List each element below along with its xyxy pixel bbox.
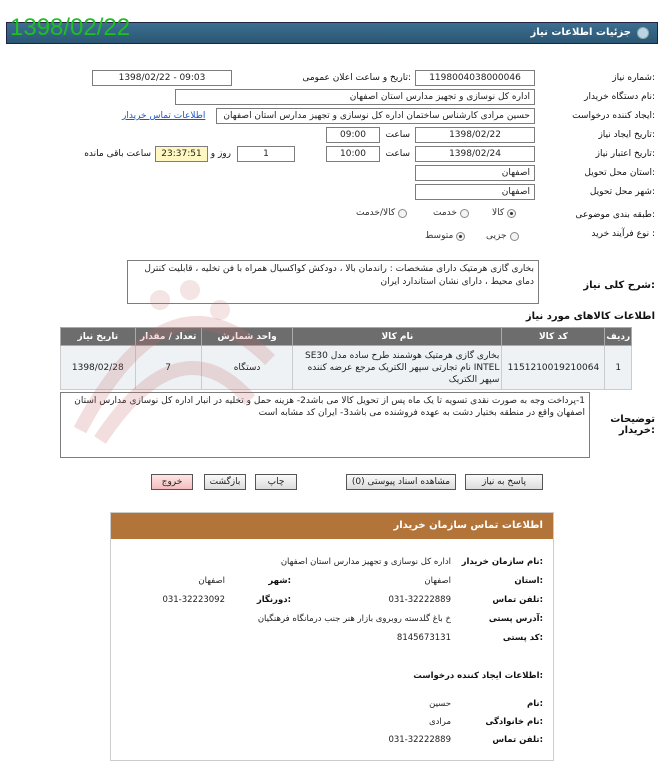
- days-remaining-field[interactable]: 1: [237, 146, 295, 162]
- validity-date-field[interactable]: 1398/02/24: [415, 146, 535, 162]
- fax-label-card: دورنگار:: [256, 595, 291, 605]
- col-name: نام کالا: [293, 328, 502, 346]
- announce-label: تاریخ و ساعت اعلان عمومی:: [302, 73, 411, 83]
- fax-value-card: 031-32223092: [162, 595, 225, 605]
- process-type-label: نوع فرآیند خرید :: [591, 229, 655, 239]
- radio-icon: [398, 209, 407, 218]
- buyer-contact-link[interactable]: اطلاعات تماس خریدار: [122, 111, 206, 121]
- back-button[interactable]: بازگشت: [204, 474, 246, 490]
- radio-icon: [460, 209, 469, 218]
- buyer-contact-card: [110, 512, 554, 761]
- creator-name-value: حسین: [429, 699, 451, 709]
- cell-date: 1398/02/28: [61, 346, 136, 390]
- province-field[interactable]: اصفهان: [415, 165, 535, 181]
- province-label: استان محل تحویل:: [584, 168, 655, 178]
- contact-card-title: اطلاعات تماس سازمان خریدار: [393, 520, 543, 531]
- creator-family-label: نام خانوادگی:: [485, 717, 543, 727]
- goods-section-title: اطلاعات کالاهای مورد نیاز: [525, 311, 655, 322]
- print-button[interactable]: چاپ: [255, 474, 297, 490]
- col-unit: واحد شمارش: [201, 328, 293, 346]
- process-radio-minor[interactable]: جزیی: [486, 231, 519, 241]
- table-row: [61, 346, 632, 390]
- process-radio-medium[interactable]: متوسط: [425, 231, 465, 241]
- city-label: شهر محل تحویل:: [589, 187, 655, 197]
- validity-date-label: تاریخ اعتبار نیاز:: [595, 149, 655, 159]
- phone-value-card: 031-32222889: [388, 595, 451, 605]
- address-label-card: آدرس پستی:: [488, 614, 543, 624]
- radio-selected-icon: [507, 209, 516, 218]
- create-date-label: تاریخ ایجاد نیاز:: [598, 130, 655, 140]
- announce-field[interactable]: 1398/02/22 - 09:03: [92, 70, 232, 86]
- goods-table: [60, 327, 632, 390]
- phone-label-card: تلفن تماس:: [492, 595, 543, 605]
- cell-unit: دستگاه: [201, 346, 293, 390]
- time-remaining-field[interactable]: 23:37:51: [155, 146, 208, 162]
- cell-row: 1: [605, 346, 632, 390]
- creator-phone-label: تلفن تماس:: [492, 735, 543, 745]
- overlay-date-stamp: 1398/02/22: [10, 14, 131, 41]
- creator-section-title: اطلاعات ایجاد کننده درخواست:: [413, 671, 543, 681]
- cell-qty: 7: [135, 346, 201, 390]
- buyer-label: نام دستگاه خریدار:: [584, 92, 655, 102]
- creator-label: ایجاد کننده درخواست:: [572, 111, 655, 121]
- creator-name-label: نام:: [526, 699, 543, 709]
- validity-time-field[interactable]: 10:00: [326, 146, 380, 162]
- need-number-label: شماره نیاز:: [612, 73, 655, 83]
- category-radio-service[interactable]: خدمت: [433, 208, 469, 218]
- radio-icon: [510, 232, 519, 241]
- cell-code: 1151210019210064: [502, 346, 605, 390]
- time-remaining-label: ساعت باقی مانده: [84, 149, 151, 159]
- city-field[interactable]: اصفهان: [415, 184, 535, 200]
- category-radio-goods-service[interactable]: کالا/خدمت: [356, 208, 407, 218]
- days-label: روز و: [210, 149, 231, 159]
- city-value-card: اصفهان: [198, 576, 225, 586]
- create-time-label: ساعت: [385, 130, 410, 140]
- col-code: کد کالا: [502, 328, 605, 346]
- buyer-notes-label: توضیحات خریدار:: [610, 414, 655, 436]
- need-number-field[interactable]: 1198004038000046: [415, 70, 535, 86]
- attachments-button[interactable]: مشاهده اسناد پیوستی (0): [346, 474, 456, 490]
- col-qty: تعداد / مقدار: [135, 328, 201, 346]
- org-value: اداره کل نوسازی و تجهیز مدارس استان اصفهان: [280, 557, 451, 567]
- buyer-notes-textarea[interactable]: 1-پرداخت وجه به صورت نقدی تسویه تا یک ماه پس از تحویل کالا می باشد2- هزینه حمل و تخلیه در انبار اداره کل نوسازی مدارس استان اصفهان واقع در منطقه بختیار دشت به عهده فروشنده می باشد3- ایران کد مشابه است: [60, 392, 590, 458]
- summary-textarea[interactable]: بخاری گازی هرمتیک دارای مشخصات : راندمان بالا ، دودکش کواکسیال همراه با فن تخلیه ، قابلیت کنترل دمای محیط ، دارای نشان استاندارد ایران: [127, 260, 539, 304]
- create-time-field[interactable]: 09:00: [326, 127, 380, 143]
- page-title: جزئیات اطلاعات نیاز: [530, 27, 631, 38]
- cell-name: بخاری گازی هرمتیک هوشمند طرح ساده مدل SE30 INTEL نام تجارتی سپهر الکتریک مرجع عرضه کننده سپهر الکتریک: [293, 346, 502, 390]
- province-value-card: اصفهان: [424, 576, 451, 586]
- exit-button[interactable]: خروج: [151, 474, 193, 490]
- creator-field[interactable]: حسین مرادی کارشناس ساختمان اداره کل نوسازی و تجهیز مدارس استان اصفهان: [216, 108, 535, 124]
- province-label-card: استان:: [514, 576, 543, 586]
- gear-icon[interactable]: [637, 27, 649, 39]
- create-date-field[interactable]: 1398/02/22: [415, 127, 535, 143]
- col-row: ردیف: [605, 328, 632, 346]
- buyer-field[interactable]: اداره کل نوسازی و تجهیز مدارس استان اصفهان: [175, 89, 535, 105]
- city-label-card: شهر:: [268, 576, 291, 586]
- summary-label: شرح کلی نیاز:: [583, 280, 655, 291]
- radio-selected-icon: [456, 232, 465, 241]
- contact-card-header: [111, 513, 553, 539]
- postal-label-card: کد پستی:: [502, 633, 543, 643]
- creator-family-value: مرادی: [428, 717, 451, 727]
- category-label: طبقه بندی موضوعی:: [575, 210, 655, 220]
- address-value-card: خ باغ گلدسته روبروی بازار هنر جنب درمانگاه فرهنگیان: [257, 614, 451, 624]
- category-radio-goods[interactable]: کالا: [492, 208, 516, 218]
- reply-button[interactable]: پاسخ به نیاز: [465, 474, 543, 490]
- validity-time-label: ساعت: [385, 149, 410, 159]
- creator-phone-value: 031-32222889: [388, 735, 451, 745]
- postal-value-card: 8145673131: [396, 633, 451, 643]
- org-label: نام سازمان خریدار:: [461, 557, 543, 567]
- col-date: تاریخ نیاز: [61, 328, 136, 346]
